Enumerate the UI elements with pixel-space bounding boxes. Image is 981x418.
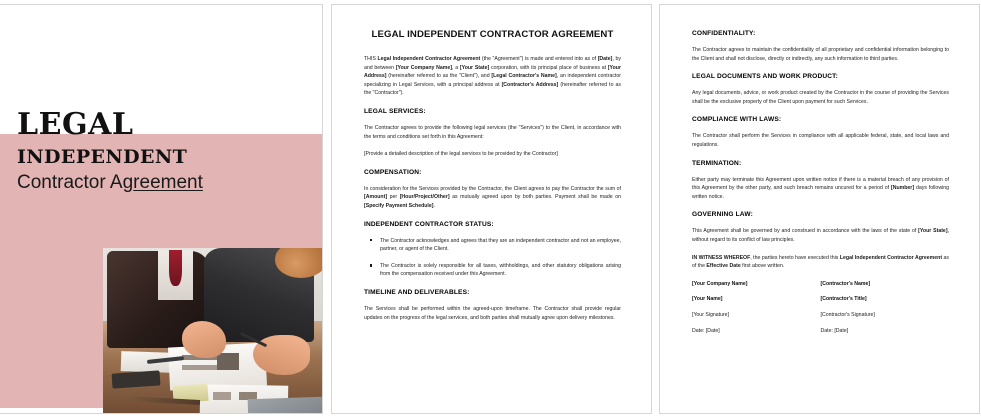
- compensation-paragraph: [364, 185, 621, 211]
- intro-text-5: corporation, with its principal place of business at: [489, 64, 608, 71]
- client-company-name: [Your Company Name]: [692, 280, 748, 287]
- document-page-3[interactable]: [659, 4, 980, 414]
- contractor-title: [Contractor's Title]: [820, 296, 867, 303]
- photo-chart-bar-3: [217, 353, 239, 370]
- intro-bold-contractor-address: [Contractor's Address]: [501, 81, 559, 88]
- list-item: [364, 237, 621, 254]
- intro-bold-company-name: [Your Company Name]: [395, 64, 453, 71]
- intro-bold-contractor-name: [Legal Contractor's Name]: [491, 73, 557, 80]
- cover-title-line-independent: INDEPENDENT: [17, 146, 188, 168]
- governing-law-paragraph: [692, 227, 949, 244]
- witness-paragraph: [692, 254, 949, 271]
- photo-chart-bar-4: [213, 392, 231, 400]
- photo-smartphone: [111, 370, 160, 388]
- witness-text-3: first above written.: [740, 263, 785, 270]
- cover-subtitle-plain: Contractor Ag: [17, 172, 134, 193]
- witness-bold-agreement-name: Legal Independent Contractor Agreement: [839, 254, 943, 261]
- heading-termination: TERMINATION:: [692, 159, 742, 167]
- intro-bold-date: [Date]: [597, 56, 613, 62]
- document-page-cover[interactable]: [0, 4, 323, 414]
- signature-column-client: [692, 280, 821, 342]
- page-3-content: [692, 29, 949, 342]
- governing-law-text-1: This Agreement shall be governed by and construed in accordance with the laws of the state of: [692, 228, 919, 235]
- governing-law-text-2: , without regard to its conflict of law principles.: [692, 228, 949, 243]
- agreement-title: LEGAL INDEPENDENT CONTRACTOR AGREEMENT: [371, 29, 614, 40]
- agreement-intro-paragraph: [364, 55, 621, 98]
- heading-timeline-and-deliverables: TIMELINE AND DELIVERABLES:: [364, 288, 470, 296]
- confidentiality-paragraph: The Contractor agrees to maintain the confidentiality of all proprietary and confidential information belonging to the Client and shall not disclose, directly or indirectly, any such information to third parties.: [692, 47, 949, 62]
- client-name: [Your Name]: [692, 296, 723, 303]
- termination-paragraph: [692, 176, 949, 202]
- bullet-icon: [370, 239, 372, 241]
- cover-title-line-contractor-agreement: [17, 171, 307, 195]
- compensation-bold-rate-unit: [Hour/Project/Other]: [399, 194, 450, 201]
- cover-subtitle-underlined: reement: [133, 172, 203, 193]
- termination-bold-number: [Number]: [891, 185, 915, 192]
- heading-independent-contractor-status: INDEPENDENT CONTRACTOR STATUS:: [364, 220, 494, 228]
- photo-hand-left: [182, 321, 226, 358]
- intro-bold-agreement-name: Legal Independent Contractor Agreement: [377, 56, 481, 62]
- heading-governing-law: GOVERNING LAW:: [692, 211, 753, 219]
- list-item-text: The Contractor acknowledges and agrees that they are an independent contractor and not an employee, partner, or agent of the Client.: [380, 237, 621, 253]
- work-product-paragraph: Any legal documents, advice, or work product created by the Contractor in the course of providing the Services shall be the exclusive property of the Client upon payment for such Services.: [692, 90, 949, 105]
- witness-bold-effective-date: Effective Date: [706, 263, 741, 270]
- cover-photo: [103, 248, 323, 414]
- page-2-content: [364, 29, 621, 331]
- intro-text-2: (the "Agreement") is made and entered into as of: [480, 56, 598, 62]
- photo-tablet: [248, 397, 323, 414]
- contractor-date-line: Date: [Date]: [820, 327, 849, 334]
- bullet-icon: [370, 264, 372, 266]
- legal-services-paragraph-1: The Contractor agrees to provide the following legal services (the "Services") to the Client, in accordance with the terms and conditions set forth in this Agreement:: [364, 124, 621, 140]
- contractor-status-list: [364, 237, 621, 279]
- photo-person-left-tie: [169, 250, 182, 287]
- intro-text-8: (hereinafter referred to as the "Contractor").: [364, 81, 622, 97]
- compliance-paragraph: The Contractor shall perform the Services in compliance with all applicable federal, state, and local laws and regulations.: [692, 133, 949, 148]
- termination-text-1: Either party may terminate this Agreement upon written notice if there is a material breach of any provision of this Agreement by the other party, and such breach remains uncured for a period of: [692, 176, 949, 192]
- compensation-text-2: per: [387, 194, 400, 201]
- intro-text-6: (hereinafter referred to as the "Client"), and: [386, 73, 492, 80]
- witness-text-2: as of the: [692, 254, 949, 270]
- contractor-company-name: [Contractor's Name]: [820, 280, 871, 287]
- list-item-text: The Contractor is solely responsible for all taxes, withholdings, and other statutory obligations arising from the compensation received under this Agreement.: [380, 262, 621, 278]
- heading-compensation: COMPENSATION:: [364, 168, 422, 176]
- compensation-bold-schedule: [Specify Payment Schedule]: [364, 202, 434, 209]
- intro-text-1: THIS: [364, 56, 378, 62]
- compensation-bold-amount: [Amount]: [364, 194, 388, 201]
- compensation-text-3: as mutually agreed upon by both parties. Payment shall be made on: [449, 194, 621, 201]
- heading-compliance-with-laws: COMPLIANCE WITH LAWS:: [692, 116, 782, 124]
- signature-block: [692, 280, 949, 342]
- legal-services-paragraph-2: [Provide a detailed description of the legal services to be provided by the Contractor]: [364, 151, 558, 158]
- compensation-text-4: .: [433, 202, 435, 209]
- witness-bold-in-witness-whereof: IN WITNESS WHEREOF: [692, 254, 751, 261]
- intro-bold-address: [Your Address]: [364, 64, 621, 80]
- cover-title-line-legal: LEGAL: [17, 107, 134, 142]
- timeline-paragraph: The Services shall be performed within the agreed-upon timeframe. The Contractor shall provide regular updates on the progress of the legal services, and both parties shall mutually agree upon delivery milestones.: [364, 305, 621, 321]
- heading-legal-documents-and-work-product: LEGAL DOCUMENTS AND WORK PRODUCT:: [692, 73, 838, 81]
- intro-text-3: , by and between: [364, 56, 621, 71]
- list-item: [364, 262, 621, 279]
- heading-legal-services: LEGAL SERVICES:: [364, 107, 426, 115]
- contractor-signature-line: [Contractor's Signature]: [820, 311, 875, 318]
- client-date-line: Date: [Date]: [692, 327, 720, 334]
- governing-law-bold-state: [Your State]: [918, 228, 948, 235]
- intro-bold-state: [Your State]: [459, 64, 490, 71]
- signature-column-contractor: [821, 280, 950, 342]
- intro-text-4: , a: [452, 64, 460, 71]
- compensation-text-1: In consideration for the Services provided by the Contractor, the Client agrees to pay the Contractor the sum of: [364, 185, 621, 192]
- document-page-2[interactable]: [331, 4, 652, 414]
- cover-title-block: [17, 107, 307, 195]
- intro-text-7: , an independent contractor specializing in Legal Services, with a principal address at: [364, 73, 621, 88]
- termination-text-2: days following written notice.: [692, 185, 949, 200]
- client-signature-line: [Your Signature]: [692, 311, 730, 318]
- witness-text-1: , the parties hereto have executed this: [750, 254, 840, 261]
- heading-confidentiality: CONFIDENTIALITY:: [692, 30, 756, 37]
